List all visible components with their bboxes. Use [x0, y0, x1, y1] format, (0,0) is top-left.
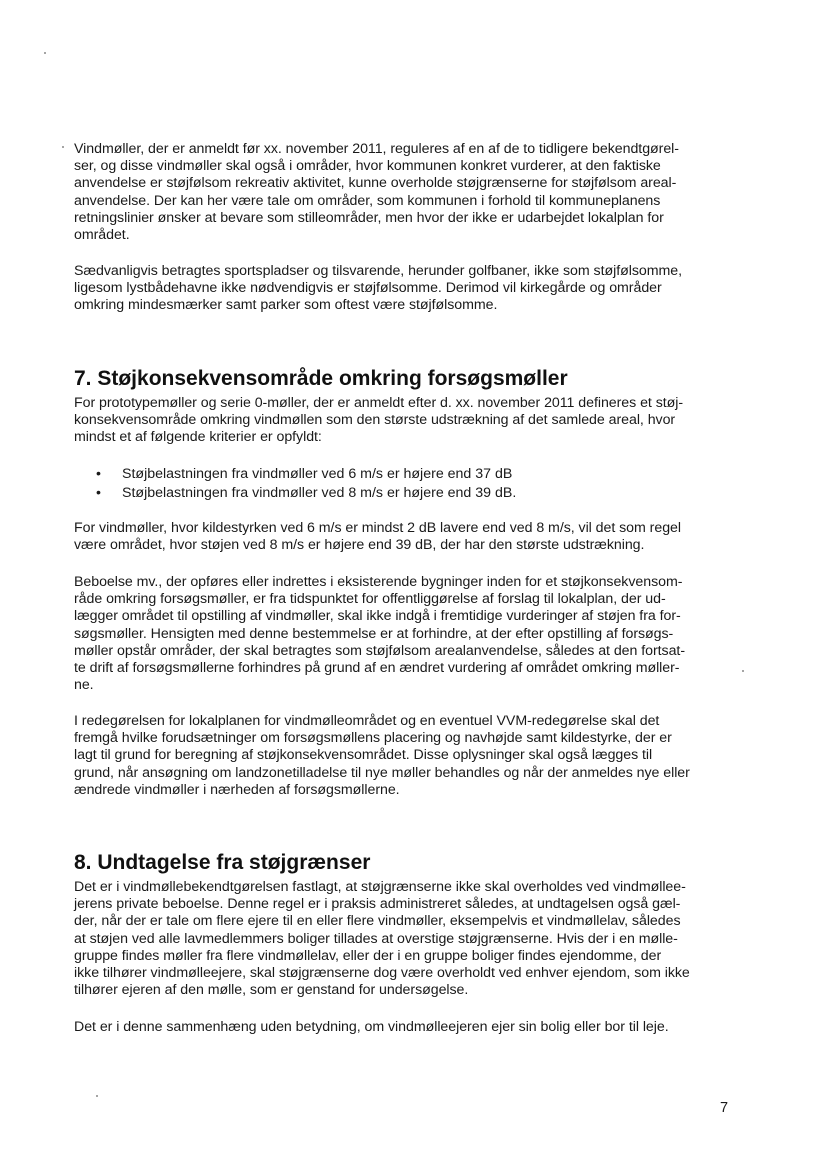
paragraph-prototype-definition [74, 395, 742, 447]
scan-speck [96, 1095, 98, 1097]
text-line: gruppe findes møller fra flere vindmøllelav, eller der i en gruppe boliger findes ejendomme, der [74, 947, 662, 964]
scan-speck [742, 670, 744, 672]
section-heading-8: 8. Undtagelse fra støjgrænser [74, 851, 371, 874]
paragraph-ownership-irrelevance [74, 1019, 742, 1036]
text-line: lægger området til opstilling af vindmøller, skal ikke indgå i fremtidige vurderinger af støjen fra for- [74, 608, 681, 625]
text-line: Beboelse mv., der opføres eller indrettes i eksisterende bygninger inden for et støjkonsekvensom- [74, 574, 683, 590]
text-line: at støjen ved alle lavmedlemmers boliger tillades at overstige støjgrænserne. Hvis der i en mølle- [74, 930, 678, 947]
bullet-icon: • [96, 466, 101, 482]
paragraph-residences [74, 574, 742, 694]
text-line: råde omkring forsøgsmøller, er fra tidspunktet for offentliggørelse af forslag til lokalplan, der ud- [74, 591, 666, 608]
list-item-text: Støjbelastningen fra vindmøller ved 8 m/s er højere end 39 dB. [122, 485, 517, 501]
text-line: møller opstår områder, der skal betragtes som støjfølsom arealanvendelse, således at den fortsat- [74, 642, 685, 659]
text-line: jerens private beboelse. Denne regel er i praksis administreret således, at undtagelsen også gæl- [74, 896, 681, 913]
text-line: ikke tilhører vindmølleejere, skal støjgrænserne dog være overholdt ved enhver ejendom, som ikke [74, 965, 690, 982]
text-line: For prototypemøller og serie 0-møller, der er anmeldt efter d. xx. november 2011 defineres et støj- [74, 395, 684, 411]
text-line: anvendelse er støjfølsom rekreativ aktivitet, kunne overholde støjgrænserne for støjfølsom areal- [74, 175, 677, 192]
list-item-text: Støjbelastningen fra vindmøller ved 6 m/s er højere end 37 dB [122, 466, 513, 482]
text-line: grund, når ansøgning om landzonetilladelse til nye møller behandles og når der anmeldes nye eller [74, 764, 690, 781]
text-line: I redegørelsen for lokalplanen for vindmølleområdet og en eventuel VVM-redegørelse skal det [74, 713, 660, 729]
text-line: Sædvanligvis betragtes sportspladser og tilsvarende, herunder golfbaner, ikke som støjfølsomme, [74, 263, 682, 279]
text-line: te drift af forsøgsmøllerne forhindres på grund af en ændret vurdering af området omkring møller- [74, 660, 680, 677]
text-line: der, når der er tale om flere ejere til en eller flere vindmøller, eksempelvis et vindmøllelav, således [74, 913, 681, 930]
paragraph-owner-exception [74, 879, 742, 999]
text-line: søgsmøller. Hensigten med denne bestemmelse er at forhindre, at der efter opstilling af forsøgs- [74, 625, 674, 642]
text-line: ligesom lystbådehavne ikke nødvendigvis er støjfølsomme. Derimod vil kirkegårde og områder [74, 280, 662, 297]
scan-speck [44, 52, 46, 54]
text-line: omkring mindesmærker samt parker som oftest være støjfølsomme. [74, 297, 498, 314]
text-line: retningslinier ønsker at bevare som stilleområder, men hvor der ikke er udarbejdet lokalplan for [74, 209, 664, 226]
page-number: 7 [720, 1100, 729, 1116]
text-line: området. [74, 227, 130, 244]
bullet-icon: • [96, 485, 101, 501]
section-heading-7: 7. Støjkonsekvensområde omkring forsøgsmøller [74, 367, 568, 390]
text-line: ændrede vindmøller i nærheden af forsøgsmøllerne. [74, 781, 400, 798]
text-line: Det er i denne sammenhæng uden betydning, om vindmølleejeren ejer sin bolig eller bor til leje. [74, 1019, 669, 1035]
text-line: fremgå hvilke forudsætninger om forsøgsmøllens placering og navhøjde samt kildestyrke, der er [74, 730, 672, 747]
text-line: mindst et af følgende kriterier er opfyldt: [74, 429, 322, 446]
paragraph-turbines-before-2011 [74, 141, 742, 244]
text-line: anvendelse. Der kan her være tale om områder, som kommunen i forhold til kommuneplanens [74, 192, 661, 209]
paragraph-local-plan-report [74, 713, 742, 799]
text-line: være området, hvor støjen ved 8 m/s er højere end 39 dB, der har den største udstrækning. [74, 537, 645, 554]
text-line: ne. [74, 677, 94, 694]
text-line: ser, og disse vindmøller skal også i områder, hvor kommunen konkret vurderer, at den faktiske [74, 158, 661, 175]
criteria-bullet-list [96, 465, 516, 503]
list-item [96, 484, 516, 503]
text-line: Vindmøller, der er anmeldt før xx. november 2011, reguleres af en af de to tidligere bekendtgørel- [74, 141, 679, 157]
text-line: konsekvensområde omkring vindmøllen som den største udstrækning af det samlede areal, hvor [74, 412, 676, 429]
text-line: Det er i vindmøllebekendtgørelsen fastlagt, at støjgrænserne ikke skal overholdes ved vindmøllee- [74, 879, 686, 895]
paragraph-source-strength [74, 520, 742, 554]
paragraph-sports-facilities [74, 263, 742, 315]
text-line: For vindmøller, hvor kildestyrken ved 6 m/s er mindst 2 dB lavere end ved 8 m/s, vil det som regel [74, 520, 681, 536]
list-item [96, 465, 516, 484]
text-line: lagt til grund for beregning af støjkonsekvensområdet. Disse oplysninger skal også lægges til [74, 747, 653, 764]
text-line: tilhører ejeren af den mølle, som er genstand for undersøgelse. [74, 982, 469, 999]
scan-speck [62, 146, 64, 148]
